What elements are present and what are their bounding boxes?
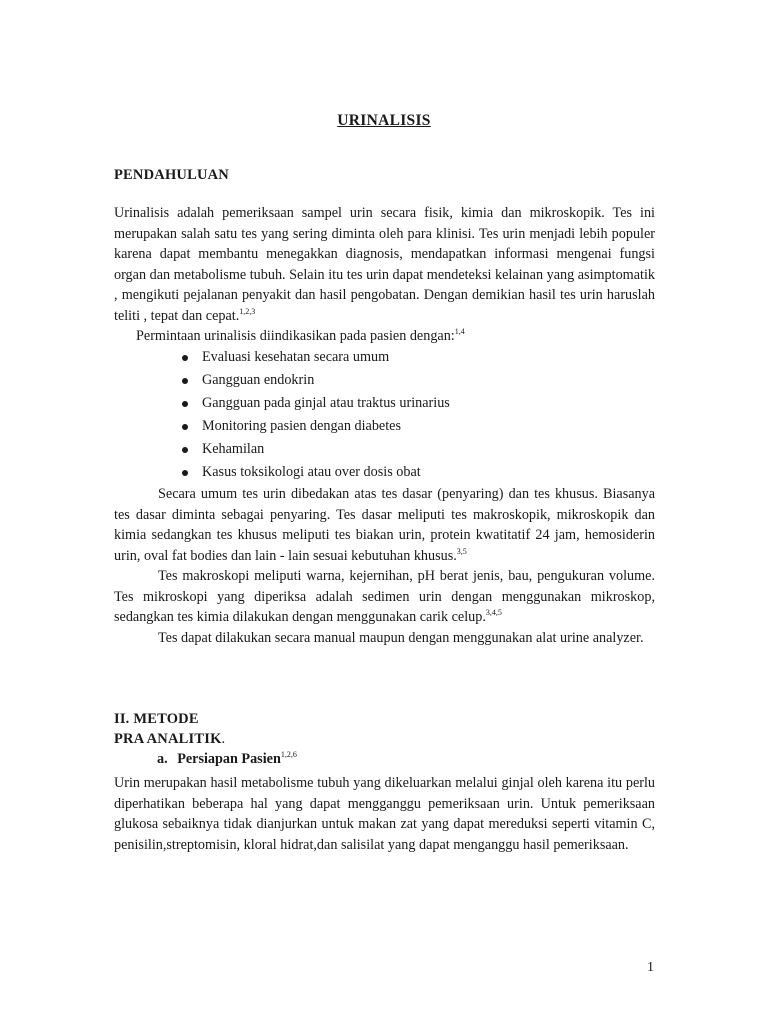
list-item [114,392,655,415]
item-title: Persiapan Pasien [177,751,281,767]
list-item-text: Gangguan pada ginjal atau traktus urinarius [202,395,450,411]
bullet-icon [182,424,188,430]
subheading-pra-analitik [114,731,225,748]
bullet-icon [182,355,188,361]
bullet-icon [182,470,188,476]
indication-text: Permintaan urinalisis diindikasikan pada pasien dengan: [136,328,455,344]
citation: 1,2,6 [280,750,297,759]
method-section-body [114,773,655,855]
list-item-text: Kehamilan [202,441,265,457]
item-label: a. [157,751,168,767]
list-item-text: Kasus toksikologi atau over dosis obat [202,464,421,480]
tests-paragraph [114,484,655,566]
list-item [114,461,655,484]
indication-line [114,326,655,347]
indication-list-wrapper [114,346,655,484]
intro-paragraph [114,203,655,326]
indication-list [114,346,655,484]
list-item [114,438,655,461]
subsection-persiapan-pasien [157,751,297,768]
list-item-text: Evaluasi kesehatan secara umum [202,349,390,365]
tests-paragraph-text: Secara umum tes urin dibedakan atas tes dasar (penyaring) dan tes khusus. Biasanya tes dasar diminta sebagai penyaring. Tes dasar meliputi tes makroskopik, mikroskopik dan kimia sedangkan tes khusus meliputi tes biakan urin, protein kwatitatif 24 jam, hemosiderin urin, oval fat bodies dan lain - lain sesuai kebutuhan khusus. [114,486,655,564]
intro-paragraph-text: Urinalisis adalah pemeriksaan sampel urin secara fisik, kimia dan mikroskopik. Tes ini merupakan salah satu tes yang sering diminta oleh para klinisi. Tes urin menjadi lebih populer karena dapat membantu menegakkan diagnosis, mendapatkan informasi mengenai fungsi organ dan metabolisme tubuh. Selain itu tes urin dapat mendeteksi kelainan yang asimptomatik , mengikuti pejalanan penyakit dan hasil pengobatan. Dengan demikian hasil tes urin haruslah teliti , tepat dan cepat. [114,205,655,324]
section-heading-pendahuluan: PENDAHULUAN [114,167,229,183]
citation: 3,5 [456,546,467,556]
section-heading-metode: II. METODE [114,711,199,727]
citation: 3,4,5 [485,608,502,617]
document-title: URINALISIS [337,112,431,129]
bullet-icon [182,401,188,407]
bullet-icon [182,447,188,453]
macroscopic-paragraph [114,566,655,628]
macroscopic-paragraph-text: Tes makroskopi meliputi warna, kejernihan, pH berat jenis, bau, pengukuran volume. Tes mikroskopi yang diperiksa adalah sedimen urin dengan menggunakan mikroskop, sedangkan tes kimia dilakukan dengan menggunakan carik celup. [114,568,655,625]
page-number: 1 [647,960,654,975]
subheading-suffix: . [221,731,226,747]
analyzer-paragraph: Tes dapat dilakukan secara manual maupun dengan menggunakan alat urine analyzer. [158,629,644,646]
list-item [114,415,655,438]
list-item [114,369,655,392]
patient-prep-paragraph: Urin merupakan hasil metabolisme tubuh yang dikeluarkan melalui ginjal oleh karena itu perlu diperhatikan beberapa hal yang dapat mengganggu pemeriksaan urin. Untuk pemeriksaan glukosa sebaiknya tidak dianjurkan untuk makan zat yang dapat mereduksi seperti vitamin C, penisilin,streptomisin, kloral hidrat,dan salisilat yang dapat menganggu hasil pemeriksaan. [114,775,655,853]
citation: 1,2,3 [239,306,256,316]
list-item [114,346,655,369]
list-item-text: Monitoring pasien dengan diabetes [202,418,401,434]
bullet-icon [182,378,188,384]
list-item-text: Gangguan endokrin [202,372,315,388]
intro-section-body [114,203,655,347]
intro-continuation [114,484,655,648]
subheading-text: PRA ANALITIK [114,731,222,747]
citation: 1,4 [454,327,465,336]
